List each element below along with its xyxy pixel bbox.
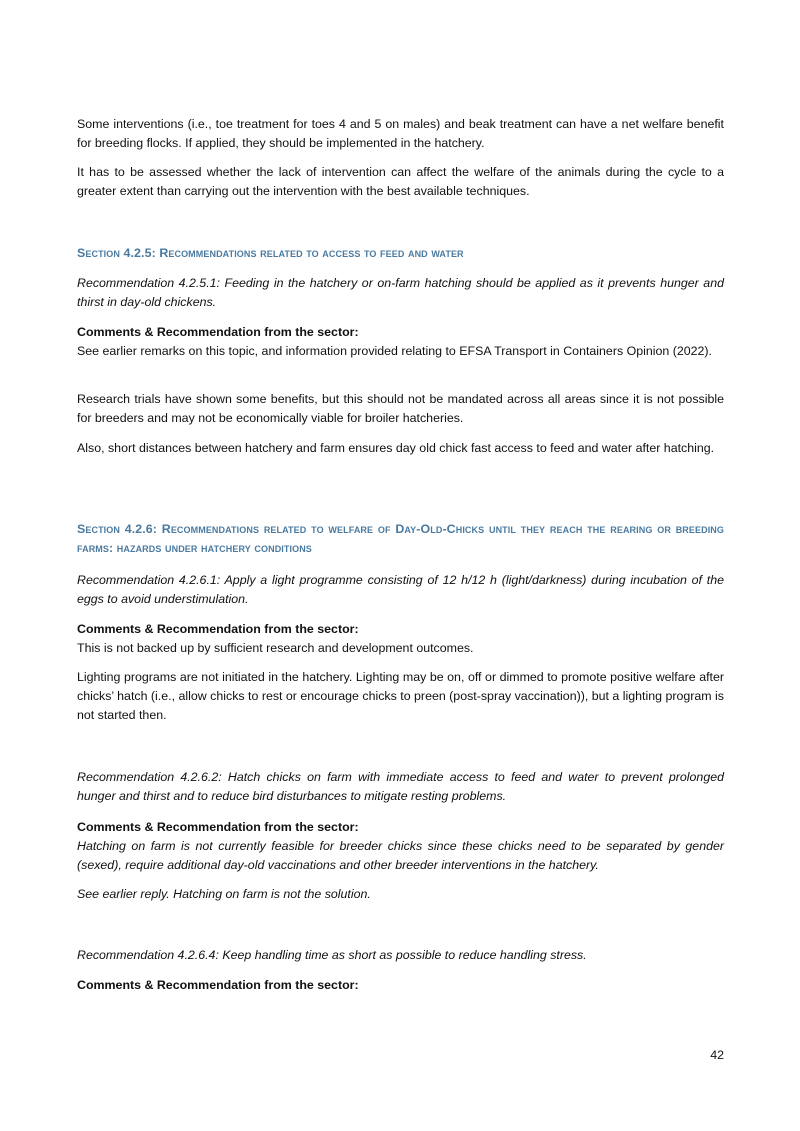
intro-paragraph-1: Some interventions (i.e., toe treatment for toes 4 and 5 on males) and beak treatment can have a net welfare benefit for breeding flocks. If applied, they should be implemented in the hatchery. [77,117,724,150]
comment-see-earlier-reply: See earlier reply. Hatching on farm is not the solution. [77,887,371,901]
comments-block-4-2-6-2 [77,818,724,875]
comment-text: Hatching on farm is not currently feasible for breeder chicks since these chicks need to be separated by gender (sexed), require additional day-old vaccinations and other breeder interventions in the hatchery. [77,839,724,872]
comments-label: Comments & Recommendation from the sector: [77,622,359,636]
recommendation-4-2-5-1: Recommendation 4.2.5.1: Feeding in the hatchery or on-farm hatching should be applied as it prevents hunger and thirst in day-old chickens. [77,276,724,309]
recommendation-4-2-6-1: Recommendation 4.2.6.1: Apply a light programme consisting of 12 h/12 h (light/darkness) during incubation of the eggs to avoid understimulation. [77,573,724,606]
recommendation-4-2-6-2: Recommendation 4.2.6.2: Hatch chicks on farm with immediate access to feed and water to prevent prolonged hunger and thirst and to reduce bird disturbances to mitigate resting problems. [77,770,724,803]
comment-lighting-programs: Lighting programs are not initiated in the hatchery. Lighting may be on, off or dimmed to promote positive welfare after chicks’ hatch (i.e., allow chicks to rest or encourage chicks to preen (post-spray vaccination)), but a lighting program is not started then. [77,670,724,722]
comments-block-4-2-5 [77,323,724,361]
section-4-2-6-heading: Section 4.2.6: Recommendations related to welfare of Day-Old-Chicks until they reach the rearing or breeding farms: hazards under hatchery conditions [77,522,724,555]
comments-label: Comments & Recommendation from the sector: [77,325,359,339]
intro-paragraph-2: It has to be assessed whether the lack of intervention can affect the welfare of the animals during the cycle to a greater extent than carrying out the intervention with the best available techniques. [77,165,724,198]
comment-short-distances: Also, short distances between hatchery and farm ensures day old chick fast access to feed and water after hatching. [77,441,715,455]
comments-label-4-2-6-4: Comments & Recommendation from the sector: [77,978,359,992]
recommendation-4-2-6-4: Recommendation 4.2.6.4: Keep handling time as short as possible to reduce handling stress. [77,948,587,962]
comment-text: See earlier remarks on this topic, and information provided relating to EFSA Transport in Containers Opinion (2022). [77,344,713,358]
section-4-2-5-heading: Section 4.2.5: Recommendations related to access to feed and water [77,246,464,260]
comment-text: This is not backed up by sufficient research and development outcomes. [77,641,474,655]
page-number: 42 [710,1048,724,1062]
comments-label: Comments & Recommendation from the sector: [77,820,359,834]
comments-block-4-2-6-1 [77,620,724,658]
comment-research-trials: Research trials have shown some benefits, but this should not be mandated across all areas since it is not possible for breeders and may not be economically viable for broiler hatcheries. [77,392,724,425]
